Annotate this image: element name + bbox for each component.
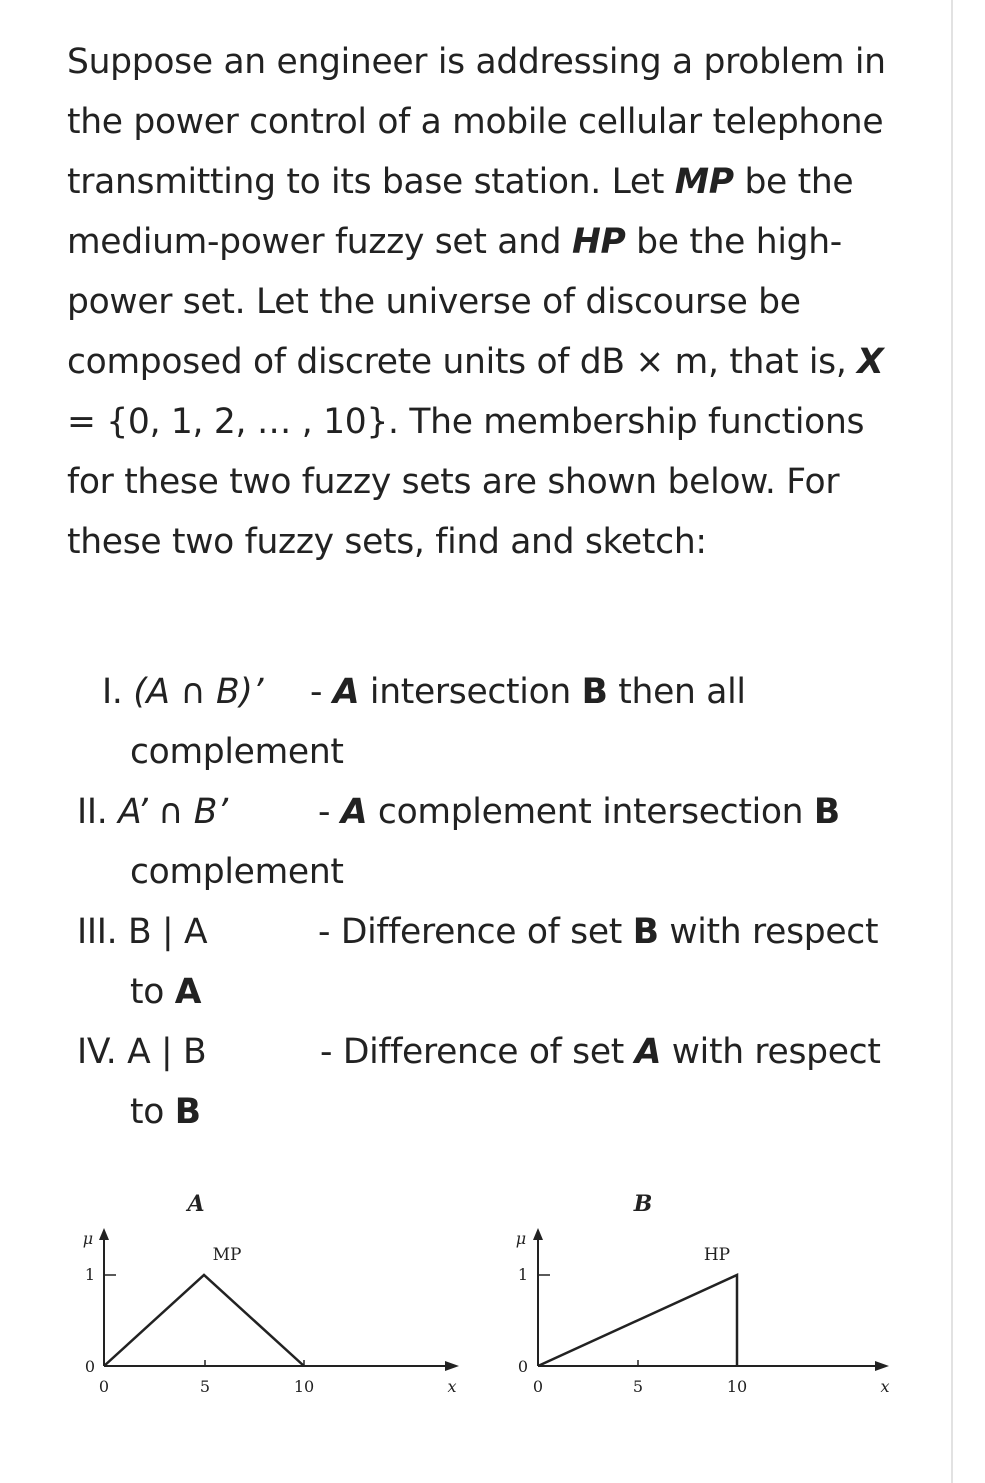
y-axis-label: μ [82, 1229, 94, 1248]
series-label-hp: HP [703, 1245, 731, 1265]
x-tick-0: 0 [532, 1377, 544, 1396]
item-2-continuation: complement [130, 852, 344, 892]
item-1-continuation: complement [130, 732, 344, 772]
y-axis-label: μ [515, 1229, 527, 1248]
problem-text-2: be the medium-power fuzzy set and [67, 162, 854, 262]
item-1-expression: (A ∩ B)’ [133, 672, 264, 712]
mp-membership-line [104, 1275, 304, 1366]
problem-text-1: Suppose an engineer is addressing a problem in the power control of a mobile cellular telephone transmitting to its base station. Let [67, 42, 886, 202]
series-label-mp: MP [212, 1245, 242, 1265]
page-border [951, 0, 953, 1483]
x-tick-5: 5 [632, 1377, 644, 1396]
y-tick-1: 1 [517, 1265, 529, 1284]
problem-statement [67, 32, 907, 572]
item-4-description: - Difference of set A with respect [320, 1032, 881, 1072]
item-4-continuation: to B [130, 1092, 201, 1132]
mp-set-name: MP [674, 162, 734, 202]
x-axis-arrow [875, 1361, 889, 1371]
problem-text-3: be the high-power set. Let the universe of discourse be composed of discrete units of dB × m, that is, [67, 222, 847, 382]
x-axis-label: x [880, 1377, 890, 1396]
y-axis-arrow [99, 1228, 109, 1240]
x-axis-arrow [445, 1361, 459, 1371]
membership-chart-b [497, 1180, 917, 1410]
item-2-expression: A’ ∩ B’ [118, 792, 228, 832]
item-1-description: - A intersection B then all [310, 672, 746, 712]
x-tick-10: 10 [726, 1377, 748, 1396]
item-1-num: I. (A ∩ B)’ [102, 672, 264, 712]
item-3-num: III. B | A [77, 912, 208, 952]
item-3-expression: B | A [127, 912, 208, 952]
item-4-expression: A | B [127, 1032, 207, 1072]
chart-title: A [187, 1191, 205, 1217]
x-tick-0: 0 [98, 1377, 110, 1396]
item-2-description: - A complement intersection B [318, 792, 840, 832]
chart-title: B [633, 1191, 653, 1217]
item-2-num: II. A’ ∩ B’ [77, 792, 228, 832]
y-axis-arrow [533, 1228, 543, 1240]
item-4-num: IV. A | B [77, 1032, 207, 1072]
item-3-continuation: to A [130, 972, 202, 1012]
x-axis-label: x [447, 1377, 457, 1396]
universe-symbol: X [857, 342, 884, 382]
hp-set-name: HP [571, 222, 626, 262]
problem-text-4: = {0, 1, 2, … , 10}. The membership functions for these two fuzzy sets are shown below. For these two fuzzy sets, find and sketch: [67, 402, 865, 562]
membership-chart-a [60, 1180, 480, 1410]
x-tick-5: 5 [199, 1377, 211, 1396]
hp-membership-line [538, 1275, 737, 1366]
y-tick-0: 0 [84, 1357, 96, 1376]
y-tick-0: 0 [517, 1357, 529, 1376]
x-tick-10: 10 [293, 1377, 315, 1396]
y-tick-1: 1 [84, 1265, 96, 1284]
item-3-description: - Difference of set B with respect [318, 912, 879, 952]
